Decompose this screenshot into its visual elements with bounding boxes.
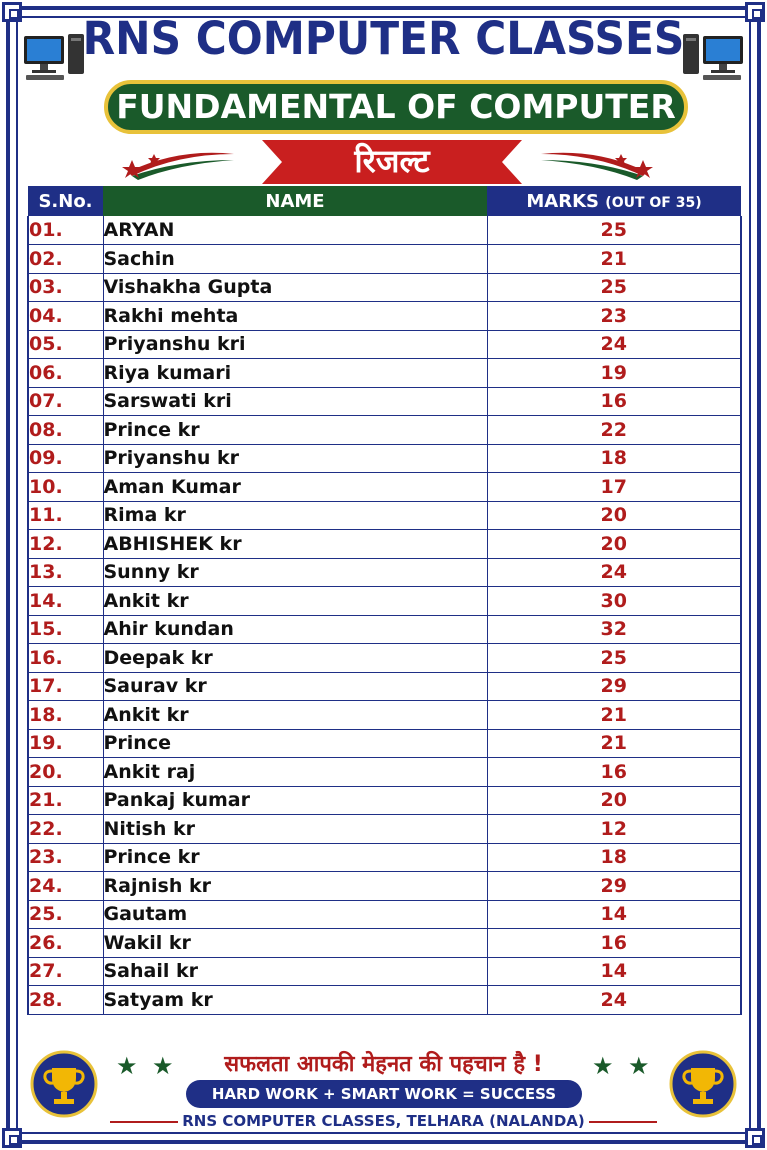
table-row [28, 330, 741, 359]
table-row [28, 216, 741, 245]
table-header-row [28, 186, 741, 216]
table-row [28, 615, 741, 644]
student-name-cell: Ankit kr [103, 587, 487, 616]
course-title: FUNDAMENTAL OF COMPUTER [104, 80, 688, 134]
table-row [28, 957, 741, 986]
student-name-cell: Pankaj kumar [103, 786, 487, 815]
student-name-cell: Riya kumari [103, 359, 487, 388]
marks-cell: 25 [487, 216, 741, 245]
marks-cell: 14 [487, 900, 741, 929]
marks-cell: 29 [487, 672, 741, 701]
serial-number-cell: 10. [28, 473, 103, 502]
student-name-cell: Sahail kr [103, 957, 487, 986]
marks-cell: 32 [487, 615, 741, 644]
serial-number-cell: 03. [28, 273, 103, 302]
table-row [28, 558, 741, 587]
table-row [28, 986, 741, 1015]
student-name-cell: Ankit kr [103, 701, 487, 730]
column-header-sno: S.No. [28, 186, 103, 216]
table-row [28, 758, 741, 787]
marks-cell: 30 [487, 587, 741, 616]
serial-number-cell: 08. [28, 416, 103, 445]
table-row [28, 273, 741, 302]
student-name-cell: Vishakha Gupta [103, 273, 487, 302]
marks-cell: 29 [487, 872, 741, 901]
serial-number-cell: 21. [28, 786, 103, 815]
table-row [28, 587, 741, 616]
serial-number-cell: 14. [28, 587, 103, 616]
marks-cell: 21 [487, 729, 741, 758]
results-table [27, 186, 742, 1015]
serial-number-cell: 18. [28, 701, 103, 730]
result-label: रिजल्ट [354, 142, 430, 180]
star-icon: ★ [116, 1052, 138, 1080]
serial-number-cell: 02. [28, 245, 103, 274]
table-row [28, 786, 741, 815]
table-row [28, 872, 741, 901]
marks-cell: 20 [487, 530, 741, 559]
marks-cell: 19 [487, 359, 741, 388]
column-header-name: NAME [103, 186, 487, 216]
serial-number-cell: 24. [28, 872, 103, 901]
marks-cell: 23 [487, 302, 741, 331]
serial-number-cell: 26. [28, 929, 103, 958]
student-name-cell: Priyanshu kr [103, 444, 487, 473]
marks-cell: 16 [487, 929, 741, 958]
table-row [28, 729, 741, 758]
marks-cell: 20 [487, 786, 741, 815]
student-name-cell: Prince kr [103, 843, 487, 872]
student-name-cell: Deepak kr [103, 644, 487, 673]
page-title: RNS COMPUTER CLASSES [82, 12, 685, 65]
table-row [28, 501, 741, 530]
marks-cell: 21 [487, 701, 741, 730]
table-row [28, 245, 741, 274]
student-name-cell: Satyam kr [103, 986, 487, 1015]
table-row [28, 302, 741, 331]
marks-cell: 22 [487, 416, 741, 445]
serial-number-cell: 05. [28, 330, 103, 359]
serial-number-cell: 19. [28, 729, 103, 758]
table-row [28, 644, 741, 673]
student-name-cell: Rakhi mehta [103, 302, 487, 331]
serial-number-cell: 13. [28, 558, 103, 587]
table-row [28, 672, 741, 701]
star-swoosh-icon [118, 146, 238, 182]
marks-cell: 25 [487, 644, 741, 673]
marks-cell: 24 [487, 986, 741, 1015]
student-name-cell: Ahir kundan [103, 615, 487, 644]
corner-ornament [2, 2, 22, 22]
serial-number-cell: 04. [28, 302, 103, 331]
marks-header-label: MARKS [526, 190, 600, 212]
student-name-cell: Prince [103, 729, 487, 758]
serial-number-cell: 28. [28, 986, 103, 1015]
star-swoosh-icon [537, 146, 657, 182]
table-row [28, 416, 741, 445]
star-icon: ★ [628, 1052, 650, 1080]
marks-header-note: (OUT OF 35) [605, 194, 702, 211]
table-row [28, 815, 741, 844]
serial-number-cell: 23. [28, 843, 103, 872]
marks-cell: 24 [487, 330, 741, 359]
marks-cell: 18 [487, 444, 741, 473]
marks-cell: 12 [487, 815, 741, 844]
serial-number-cell: 20. [28, 758, 103, 787]
table-row [28, 473, 741, 502]
student-name-cell: Wakil kr [103, 929, 487, 958]
student-name-cell: Sunny kr [103, 558, 487, 587]
column-header-marks [487, 186, 741, 216]
marks-cell: 14 [487, 957, 741, 986]
serial-number-cell: 07. [28, 387, 103, 416]
corner-ornament [745, 1128, 765, 1148]
marks-cell: 16 [487, 758, 741, 787]
marks-cell: 24 [487, 558, 741, 587]
table-row [28, 843, 741, 872]
corner-ornament [2, 1128, 22, 1148]
serial-number-cell: 11. [28, 501, 103, 530]
student-name-cell: Prince kr [103, 416, 487, 445]
serial-number-cell: 06. [28, 359, 103, 388]
serial-number-cell: 16. [28, 644, 103, 673]
student-name-cell: ARYAN [103, 216, 487, 245]
table-row [28, 359, 741, 388]
student-name-cell: Rajnish kr [103, 872, 487, 901]
student-name-cell: Sarswati kri [103, 387, 487, 416]
student-name-cell: Rima kr [103, 501, 487, 530]
corner-ornament [745, 2, 765, 22]
marks-cell: 25 [487, 273, 741, 302]
marks-cell: 17 [487, 473, 741, 502]
serial-number-cell: 09. [28, 444, 103, 473]
marks-cell: 21 [487, 245, 741, 274]
table-row [28, 530, 741, 559]
serial-number-cell: 25. [28, 900, 103, 929]
table-row [28, 444, 741, 473]
marks-cell: 16 [487, 387, 741, 416]
star-icon: ★ [592, 1052, 614, 1080]
student-name-cell: ABHISHEK kr [103, 530, 487, 559]
student-name-cell: Ankit raj [103, 758, 487, 787]
table-row [28, 900, 741, 929]
serial-number-cell: 27. [28, 957, 103, 986]
motivational-quote: सफलता आपकी मेहनत की पहचान है ! [224, 1052, 543, 1077]
serial-number-cell: 22. [28, 815, 103, 844]
serial-number-cell: 17. [28, 672, 103, 701]
results-body [28, 216, 741, 1014]
marks-cell: 18 [487, 843, 741, 872]
slogan-banner: HARD WORK + SMART WORK = SUCCESS [186, 1080, 582, 1108]
serial-number-cell: 01. [28, 216, 103, 245]
serial-number-cell: 12. [28, 530, 103, 559]
star-icon: ★ [152, 1052, 174, 1080]
student-name-cell: Sachin [103, 245, 487, 274]
marks-cell: 20 [487, 501, 741, 530]
institute-address: RNS COMPUTER CLASSES, TELHARA (NALANDA) [182, 1112, 585, 1130]
student-name-cell: Nitish kr [103, 815, 487, 844]
table-row [28, 929, 741, 958]
table-row [28, 387, 741, 416]
student-name-cell: Priyanshu kri [103, 330, 487, 359]
student-name-cell: Gautam [103, 900, 487, 929]
serial-number-cell: 15. [28, 615, 103, 644]
student-name-cell: Aman Kumar [103, 473, 487, 502]
student-name-cell: Saurav kr [103, 672, 487, 701]
table-row [28, 701, 741, 730]
